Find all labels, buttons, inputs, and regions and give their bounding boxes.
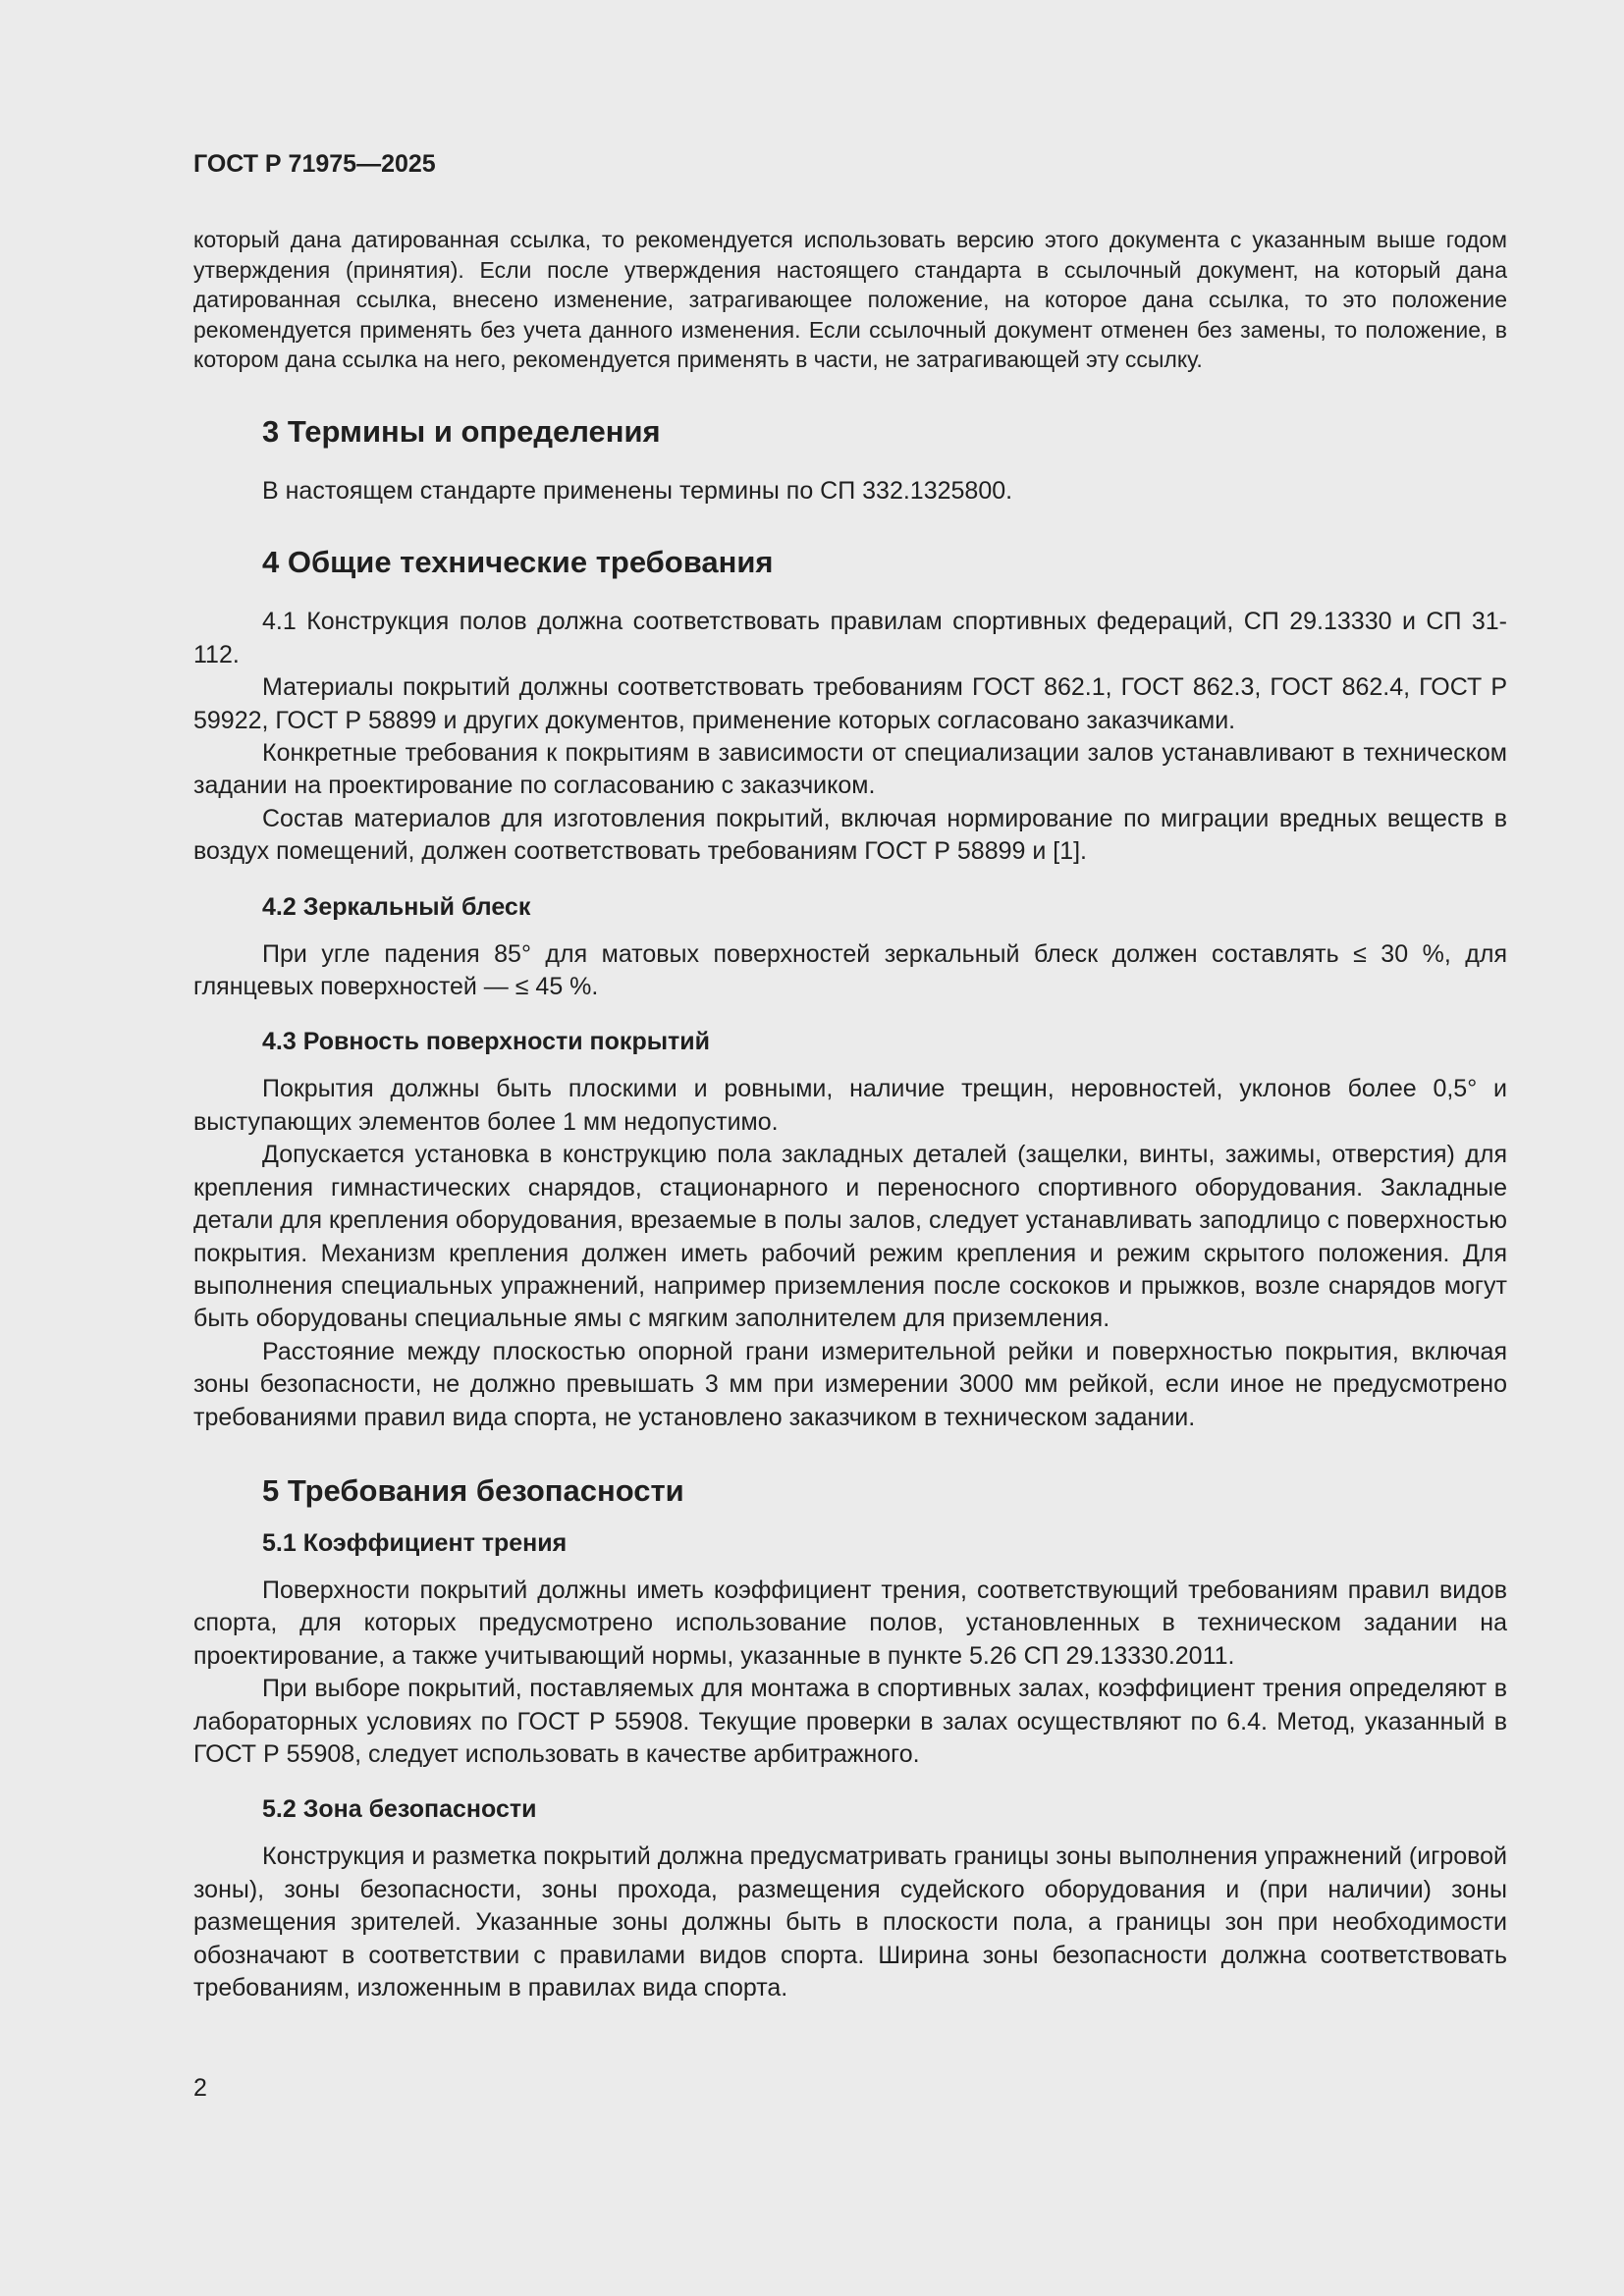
subsection-5-2: [193, 1792, 1507, 2004]
subsection-4-2: [193, 890, 1507, 1004]
section-title: 4 Общие технические требования: [262, 545, 774, 580]
paragraph: Расстояние между плоскостью опорной грани измерительной рейки и поверхностью покрытия, включая зоны безопасности, не должно превышать 3 мм при измерении 3000 мм рейкой, если иное не предусмотрено требованиями правил вида спорта, не установлено заказчиком в техническом задании.: [193, 1337, 1507, 1431]
paragraph: 4.1 Конструкция полов должна соответствовать правилам спортивных федераций, СП 29.13330 и СП 31-112.: [193, 608, 1507, 668]
page-number: 2: [193, 2074, 207, 2102]
section-title: 5 Требования безопасности: [262, 1472, 684, 1508]
subsection-title: 5.1 Коэффициент трения: [262, 1528, 568, 1557]
paragraph: При угле падения 85° для матовых поверхностей зеркальный блеск должен составлять ≤ 30 %, для глянцевых поверхностей — ≤ 45 %.: [193, 939, 1507, 1001]
subsection-4-3: [193, 1025, 1507, 1433]
section-title: 3 Термины и определения: [262, 414, 661, 449]
paragraph: Конструкция и разметка покрытий должна предусматривать границы зоны выполнения упражнений (игровой зоны), зоны безопасности, зоны прохода, размещения судейского оборудования и (при наличии) зоны размещения зрителей. Указанные зоны должны быть в плоскости пола, а границы зон при необходимости обозначают в соответствии с правилами видов спорта. Ширина зоны безопасности должна соответствовать требованиям, изложенным в правилах вида спорта.: [193, 1842, 1507, 2002]
paragraph: Материалы покрытий должны соответствовать требованиям ГОСТ 862.1, ГОСТ 862.3, ГОСТ 862.4, ГОСТ Р 59922, ГОСТ Р 58899 и других документов, применение которых согласовано заказчиками.: [193, 673, 1507, 734]
paragraph: При выборе покрытий, поставляемых для монтажа в спортивных залах, коэффициент трения определяют в лабораторных условиях по ГОСТ Р 55908. Текущие проверки в залах осуществляют по 6.4. Метод, указанный в ГОСТ Р 55908, следует использовать в качестве арбитражного.: [193, 1675, 1507, 1768]
document-body: [193, 412, 1507, 2004]
paragraph: Состав материалов для изготовления покрытий, включая нормирование по миграции вредных веществ в воздух помещений, должен соответствовать требованиям ГОСТ Р 58899 и [1].: [193, 804, 1507, 866]
subsection-title: 4.3 Ровность поверхности покрытий: [262, 1028, 711, 1056]
paragraph: Допускается установка в конструкцию пола закладных деталей (защелки, винты, зажимы, отверстия) для крепления гимнастических снарядов, стационарного и переносного спортивного оборудования. Закладные детали для крепления оборудования, врезаемые в полы залов, следует устанавливать заподлицо с поверхностью покрытия. Механизм крепления должен иметь рабочий режим крепления и режим скрытого положения. Для выполнения специальных упражнений, например приземления после соскоков и прыжков, возле снарядов могут быть оборудованы специальные ямы с мягким заполнителем для приземления.: [193, 1141, 1507, 1333]
subsection-5-1: [193, 1526, 1507, 1771]
paragraph: Покрытия должны быть плоскими и ровными, наличие трещин, неровностей, уклонов более 0,5° и выступающих элементов более 1 мм недопустимо.: [193, 1075, 1507, 1136]
section-5: [193, 1471, 1507, 2004]
section-3: [193, 412, 1507, 507]
paragraph: В настоящем стандарте применены термины по СП 332.1325800.: [262, 477, 1013, 505]
section-4: [193, 543, 1507, 1434]
subsection-title: 4.2 Зеркальный блеск: [262, 892, 531, 921]
intro-paragraph: который дана датированная ссылка, то рекомендуется использовать версию этого документа с указанным выше годом утверждения (принятия). Если после утверждения настоящего стандарта в ссылочный документ, на который дана датированная ссылка, внесено изменение, затрагивающее положение, на которое дана ссылка, то это положение рекомендуется применять без учета данного изменения. Если ссылочный документ отменен без замены, то положение, в котором дана ссылка на него, рекомендуется применять в части, не затрагивающей эту ссылку.: [193, 227, 1507, 372]
paragraph: Конкретные требования к покрытиям в зависимости от специализации залов устанавливают в техническом задании на проектирование по согласованию с заказчиком.: [193, 739, 1507, 800]
document-header: ГОСТ Р 71975—2025: [193, 150, 436, 178]
paragraph: Поверхности покрытий должны иметь коэффициент трения, соответствующий требованиям правил видов спорта, для которых предусмотрено использование полов, установленных в техническом задании на проектирование, а также учитывающий нормы, указанные в пункте 5.26 СП 29.13330.2011.: [193, 1575, 1507, 1670]
subsection-title: 5.2 Зона безопасности: [262, 1795, 537, 1824]
